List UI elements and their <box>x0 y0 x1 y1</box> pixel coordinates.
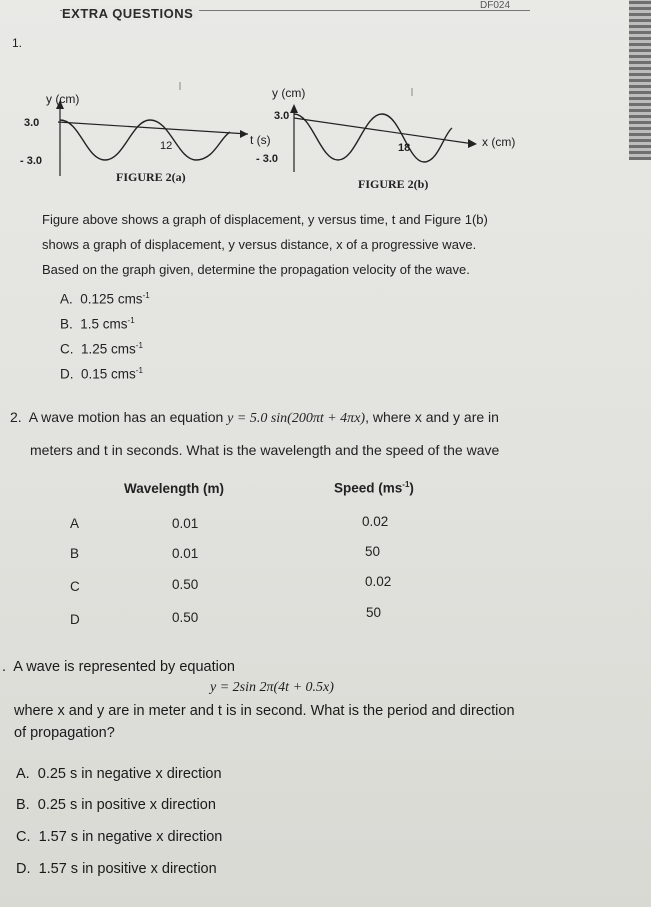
q2-row-c-wavelength: 0.50 <box>172 577 199 592</box>
q2-row-d-wavelength: 0.50 <box>172 610 199 625</box>
figure-2b-y-max: 3.0 <box>274 110 290 122</box>
q2-row-d-letter[interactable]: D <box>70 612 80 627</box>
q2-row-b-speed: 50 <box>365 544 381 559</box>
q3-text-line1: A wave is represented by equation <box>13 659 235 675</box>
q2-row-c-letter[interactable]: C <box>70 579 80 594</box>
option-text: 1.57 s in negative x direction <box>38 829 223 845</box>
q3-option-c[interactable] <box>16 829 222 845</box>
option-letter: A. <box>60 291 73 307</box>
option-value: 0.15 cms <box>81 366 136 382</box>
q2-row-b-wavelength: 0.01 <box>172 546 199 561</box>
q3-line1 <box>2 659 235 675</box>
q3-option-d[interactable] <box>16 861 217 877</box>
header-speed-text: Speed (ms <box>334 480 403 496</box>
q2-line1 <box>10 409 499 427</box>
figure-2a-x-tick: 12 <box>160 140 173 152</box>
figure-2b-y-arrow <box>290 104 298 113</box>
q2-equation: y = 5.0 sin(200πt + 4πx) <box>227 411 366 426</box>
option-letter: A. <box>16 766 30 782</box>
q2-row-a-letter[interactable]: A <box>70 516 80 531</box>
q2-row-a-speed: 0.02 <box>362 514 389 529</box>
figure-2b-x-label: x (cm) <box>482 135 516 149</box>
header-speed-close: ) <box>409 480 414 496</box>
q2-table-header-speed <box>334 480 414 496</box>
figure-2b-x-tick: 18 <box>398 142 411 154</box>
option-letter: D. <box>60 366 74 382</box>
option-unit-exponent: -1 <box>135 366 143 375</box>
q3-option-a[interactable] <box>16 766 222 782</box>
question-1-number: 1. <box>12 36 23 50</box>
option-value: 1.5 cms <box>80 316 128 332</box>
figure-2a-wave <box>60 120 230 160</box>
figure-2a-y-label: y (cm) <box>46 92 80 106</box>
figure-2b-caption: FIGURE 2(b) <box>358 177 429 191</box>
q2-row-d-speed: 50 <box>366 605 382 620</box>
q2-table-header-wavelength: Wavelength (m) <box>124 481 225 496</box>
option-text: 0.25 s in negative x direction <box>37 766 222 782</box>
option-unit-exponent: -1 <box>135 341 143 350</box>
q1-text-line2: shows a graph of displacement, y versus distance, x of a progressive wave. <box>42 237 477 252</box>
q2-text-line2: meters and t in seconds. What is the wavelength and the speed of the wave <box>30 442 500 458</box>
figure-2a-y-max: 3.0 <box>24 117 40 129</box>
option-value: 0.125 cms <box>80 291 143 307</box>
figure-2a-x-arrow <box>240 130 248 138</box>
q1-option-a[interactable] <box>60 291 150 307</box>
header-title: EXTRA QUESTIONS <box>62 6 199 21</box>
option-letter: C. <box>16 829 31 845</box>
q2-text-pre: A wave motion has an equation <box>28 409 224 425</box>
q2-row-c-speed: 0.02 <box>365 574 392 589</box>
q3-text-line3: of propagation? <box>14 725 115 741</box>
q3-text-line2: where x and y are in meter and t is in second. What is the period and direction <box>14 703 515 719</box>
q1-text-line1: Figure above shows a graph of displacement, y versus time, t and Figure 1(b) <box>42 212 488 227</box>
figure-2a-y-min: - 3.0 <box>20 155 43 167</box>
option-value: 1.25 cms <box>81 341 136 357</box>
header-code: DF024 <box>480 0 511 11</box>
figure-2b-y-label: y (cm) <box>272 86 306 100</box>
option-letter: B. <box>16 797 30 813</box>
q2-row-b-letter[interactable]: B <box>70 546 80 561</box>
header-speed-exponent: -1 <box>402 480 410 489</box>
q2-text-post: , where x and y are in <box>365 409 499 425</box>
q1-text-line3: Based on the graph given, determine the propagation velocity of the wave. <box>42 262 470 277</box>
option-letter: D. <box>16 861 31 877</box>
q3-option-b[interactable] <box>16 797 216 813</box>
page-edge-background <box>629 0 651 160</box>
option-unit-exponent: -1 <box>127 316 135 325</box>
figure-2b-y-min: - 3.0 <box>256 153 279 165</box>
option-letter: C. <box>60 341 74 357</box>
q1-option-b[interactable] <box>60 316 135 332</box>
figure-2b-x-arrow <box>468 139 477 148</box>
figure-2a-x-label: t (s) <box>250 133 271 147</box>
option-unit-exponent: -1 <box>142 291 150 300</box>
figure-2b-x-axis <box>294 118 474 144</box>
q2-row-a-wavelength: 0.01 <box>172 516 199 531</box>
q1-option-c[interactable] <box>60 341 143 357</box>
option-letter: B. <box>60 316 73 332</box>
figure-2a-x-axis <box>58 122 248 134</box>
option-text: 0.25 s in positive x direction <box>37 797 216 813</box>
question-3-number: . <box>2 659 7 675</box>
q1-option-d[interactable] <box>60 366 143 382</box>
option-text: 1.57 s in positive x direction <box>38 861 217 877</box>
q3-equation: y = 2sin 2π(4t + 0.5x) <box>210 680 334 695</box>
question-2-number: 2. <box>10 409 22 425</box>
figure-2a-caption: FIGURE 2(a) <box>116 170 186 184</box>
